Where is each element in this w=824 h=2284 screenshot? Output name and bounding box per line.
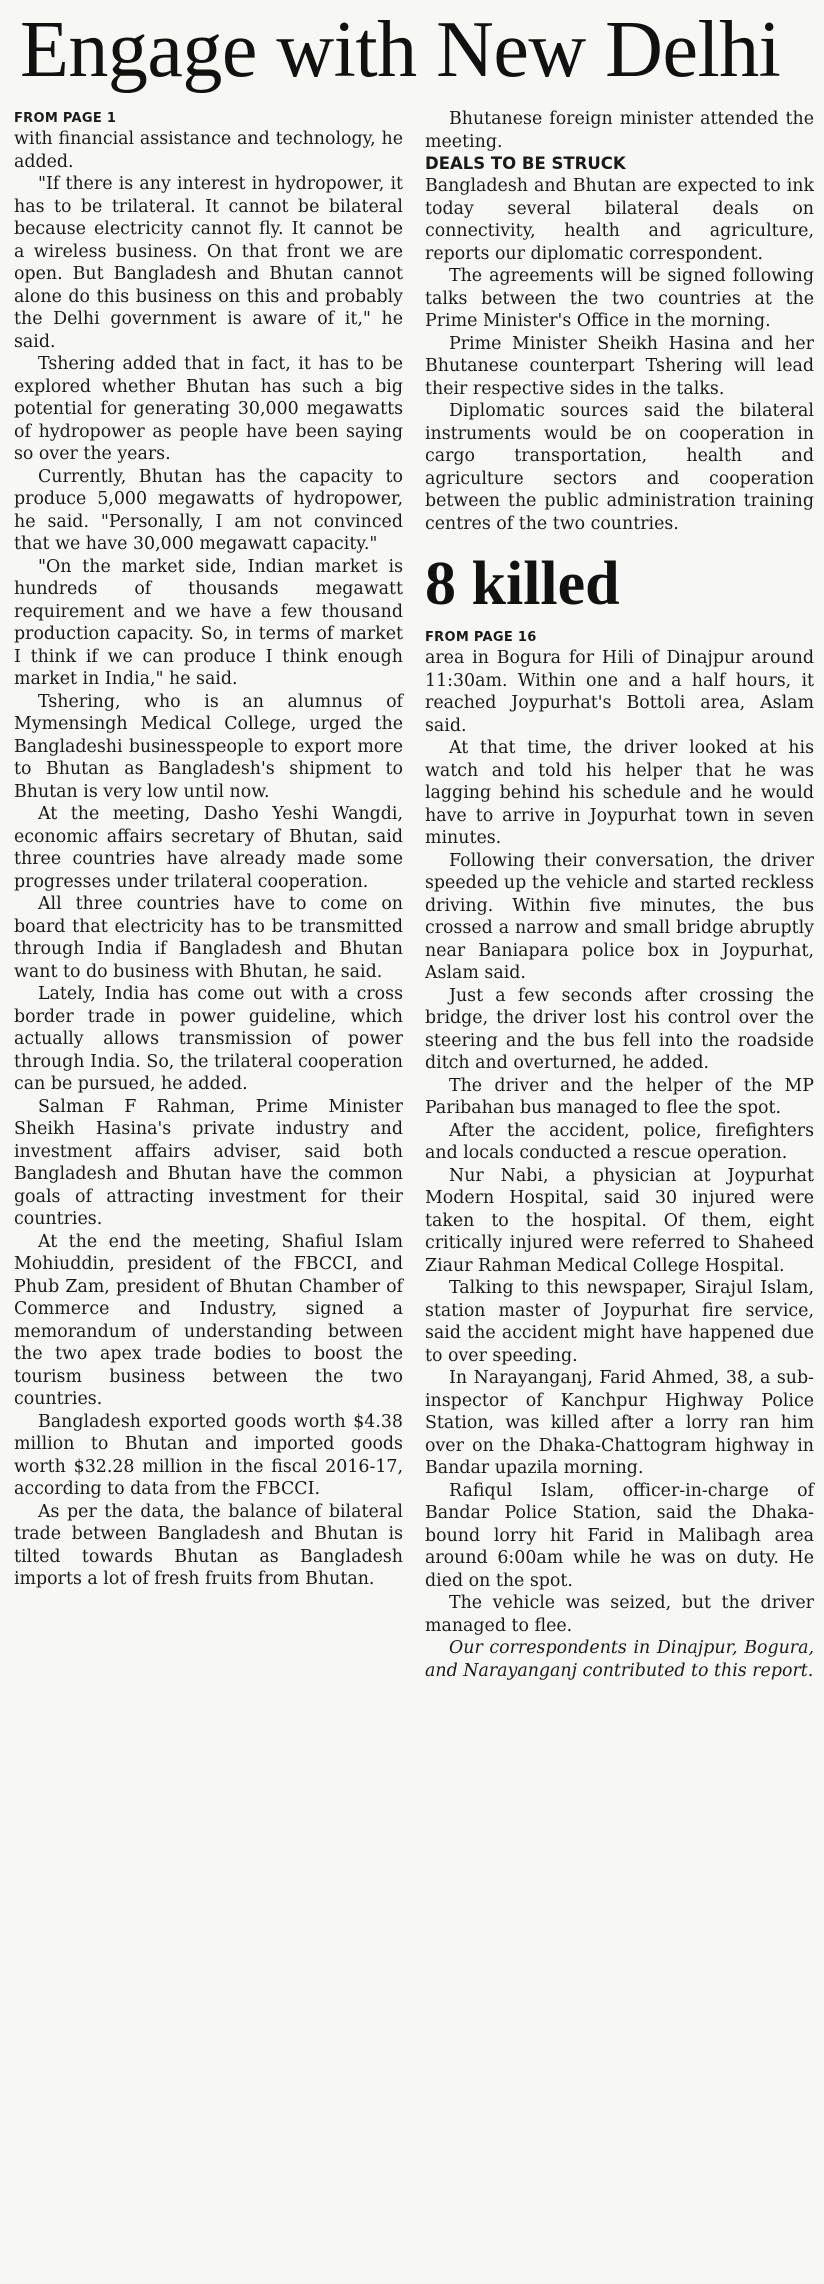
left-column xyxy=(14,108,403,1682)
deals-paragraph: Diplomatic sources said the bilateral instruments would be on cooperation in cargo transportation, health and agriculture sectors and cooperation between the public administration training centres of the two countries. xyxy=(425,401,814,534)
story2-paragraph: The vehicle was seized, but the driver managed to flee. xyxy=(425,1593,814,1636)
story2-paragraph: area in Bogura for Hili of Dinajpur around 11:30am. Within one and a half hours, it reached Joypurhat's Bottoli area, Aslam said. xyxy=(425,648,814,736)
story2-paragraph: The driver and the helper of the MP Paribahan bus managed to flee the spot. xyxy=(425,1075,814,1118)
story1-jump-line: FROM PAGE 1 xyxy=(14,111,117,126)
deals-paragraph: The agreements will be signed following talks between the two countries at the Prime Minister's Office in the morning. xyxy=(425,266,814,331)
story1-paragraph: Bhutanese foreign minister attended the meeting. xyxy=(425,109,814,152)
story2-headline: 8 killed xyxy=(425,550,620,618)
story1-paragraph: At the meeting, Dasho Yeshi Wangdi, economic affairs secretary of Bhutan, said three countries have already made some progresses under trilateral cooperation. xyxy=(14,804,403,892)
story1-paragraph: Lately, India has come out with a cross border trade in power guideline, which actually allows transmission of power through India. So, the trilateral cooperation can be pursued, he added. xyxy=(14,984,403,1094)
story2-paragraph: Just a few seconds after crossing the bridge, the driver lost his control over the steering and the bus fell into the roadside ditch and overturned, he added. xyxy=(425,985,814,1073)
deals-paragraph: Prime Minister Sheikh Hasina and her Bhutanese counterpart Tshering will lead their respective sides in the talks. xyxy=(425,333,814,399)
story1-paragraph: Bangladesh exported goods worth $4.38 million to Bhutan and imported goods worth $32.28 million in the fiscal 2016-17, according to data from the FBCCI. xyxy=(14,1411,403,1499)
story1-paragraph: Tshering, who is an alumnus of Mymensingh Medical College, urged the Bangladeshi businesspeople to export more to Bhutan as Bangladesh's shipment to Bhutan is very low until now. xyxy=(14,691,403,802)
story1-paragraph: Tshering added that in fact, it has to be explored whether Bhutan has such a big potential for generating 30,000 megawatts of hydropower as people have been saying so over the years. xyxy=(14,354,403,464)
story1-paragraph: As per the data, the balance of bilateral trade between Bangladesh and Bhutan is tilted towards Bhutan as Bangladesh imports a lot of fresh fruits from Bhutan. xyxy=(14,1501,403,1589)
deals-subhead: DEALS TO BE STRUCK xyxy=(425,154,626,173)
story1-paragraph: Salman F Rahman, Prime Minister Sheikh Hasina's private industry and investment affairs adviser, said both Bangladesh and Bhutan have the common goals of attracting investment for their countries. xyxy=(14,1096,403,1229)
story2-paragraph: Nur Nabi, a physician at Joypurhat Modern Hospital, said 30 injured were taken to the hospital. Of them, eight critically injured were referred to Shaheed Ziaur Rahman Medical College Hospital. xyxy=(425,1165,814,1276)
deals-paragraph: Bangladesh and Bhutan are expected to ink today several bilateral deals on connectivity, health and agriculture, reports our diplomatic correspondent. xyxy=(425,176,814,264)
story1-paragraph: At the end the meeting, Shafiul Islam Mohiuddin, president of the FBCCI, and Phub Zam, president of Bhutan Chamber of Commerce and Industry, signed a memorandum of understanding between the two apex trade bodies to boost the tourism business between the two countries. xyxy=(14,1231,403,1409)
story1-paragraph: "On the market side, Indian market is hundreds of thousands megawatt requirement and we have a few thousand production capacity. So, in terms of market I think if we can produce I think enough market in India," he said. xyxy=(14,556,403,689)
story2-paragraph: Talking to this newspaper, Sirajul Islam, station master of Joypurhat fire service, said the accident might have happened due to over speeding. xyxy=(425,1278,814,1366)
story2-paragraph: Rafiqul Islam, officer-in-charge of Bandar Police Station, said the Dhaka-bound lorry hit Farid in Malibagh area around 6:00am while he was on duty. He died on the spot. xyxy=(425,1480,814,1591)
story1-headline: Engage with New Delhi xyxy=(20,6,781,94)
story1-paragraph: All three countries have to come on board that electricity has to be transmitted through India if Bangladesh and Bhutan want to do business with Bhutan, he said. xyxy=(14,894,403,982)
story2-credit: Our correspondents in Dinajpur, Bogura, and Narayanganj contributed to this report. xyxy=(425,1638,814,1681)
story1-paragraph: with financial assistance and technology, he added. xyxy=(14,129,403,172)
story2-paragraph: After the accident, police, firefighters and locals conducted a rescue operation. xyxy=(425,1120,814,1163)
right-column xyxy=(425,108,814,1682)
story1-paragraph: Currently, Bhutan has the capacity to produce 5,000 megawatts of hydropower, he said. "Personally, I am not convinced that we have 30,000 megawatt capacity." xyxy=(14,466,403,554)
story2-paragraph: In Narayanganj, Farid Ahmed, 38, a sub-inspector of Kanchpur Highway Police Station, was killed after a lorry ran him over on the Dhaka-Chattogram highway in Bandar upazila morning. xyxy=(425,1368,814,1478)
story2-jump-line: FROM PAGE 16 xyxy=(425,630,537,645)
story2-paragraph: Following their conversation, the driver speeded up the vehicle and started reckless driving. Within five minutes, the bus crossed a narrow and small bridge abruptly near Baniapara police box in Joypurhat, Aslam said. xyxy=(425,850,814,983)
story2-paragraph: At that time, the driver looked at his watch and told his helper that he was lagging behind his schedule and he would have to arrive in Joypurhat town in seven minutes. xyxy=(425,738,814,848)
story1-paragraph: "If there is any interest in hydropower, it has to be trilateral. It cannot be bilateral because electricity cannot fly. It cannot be a wireless business. On that front we are open. But Bangladesh and Bhutan cannot alone do this business on this and probably the Delhi government is aware of it," he said. xyxy=(14,174,403,352)
article-columns xyxy=(14,108,814,1682)
